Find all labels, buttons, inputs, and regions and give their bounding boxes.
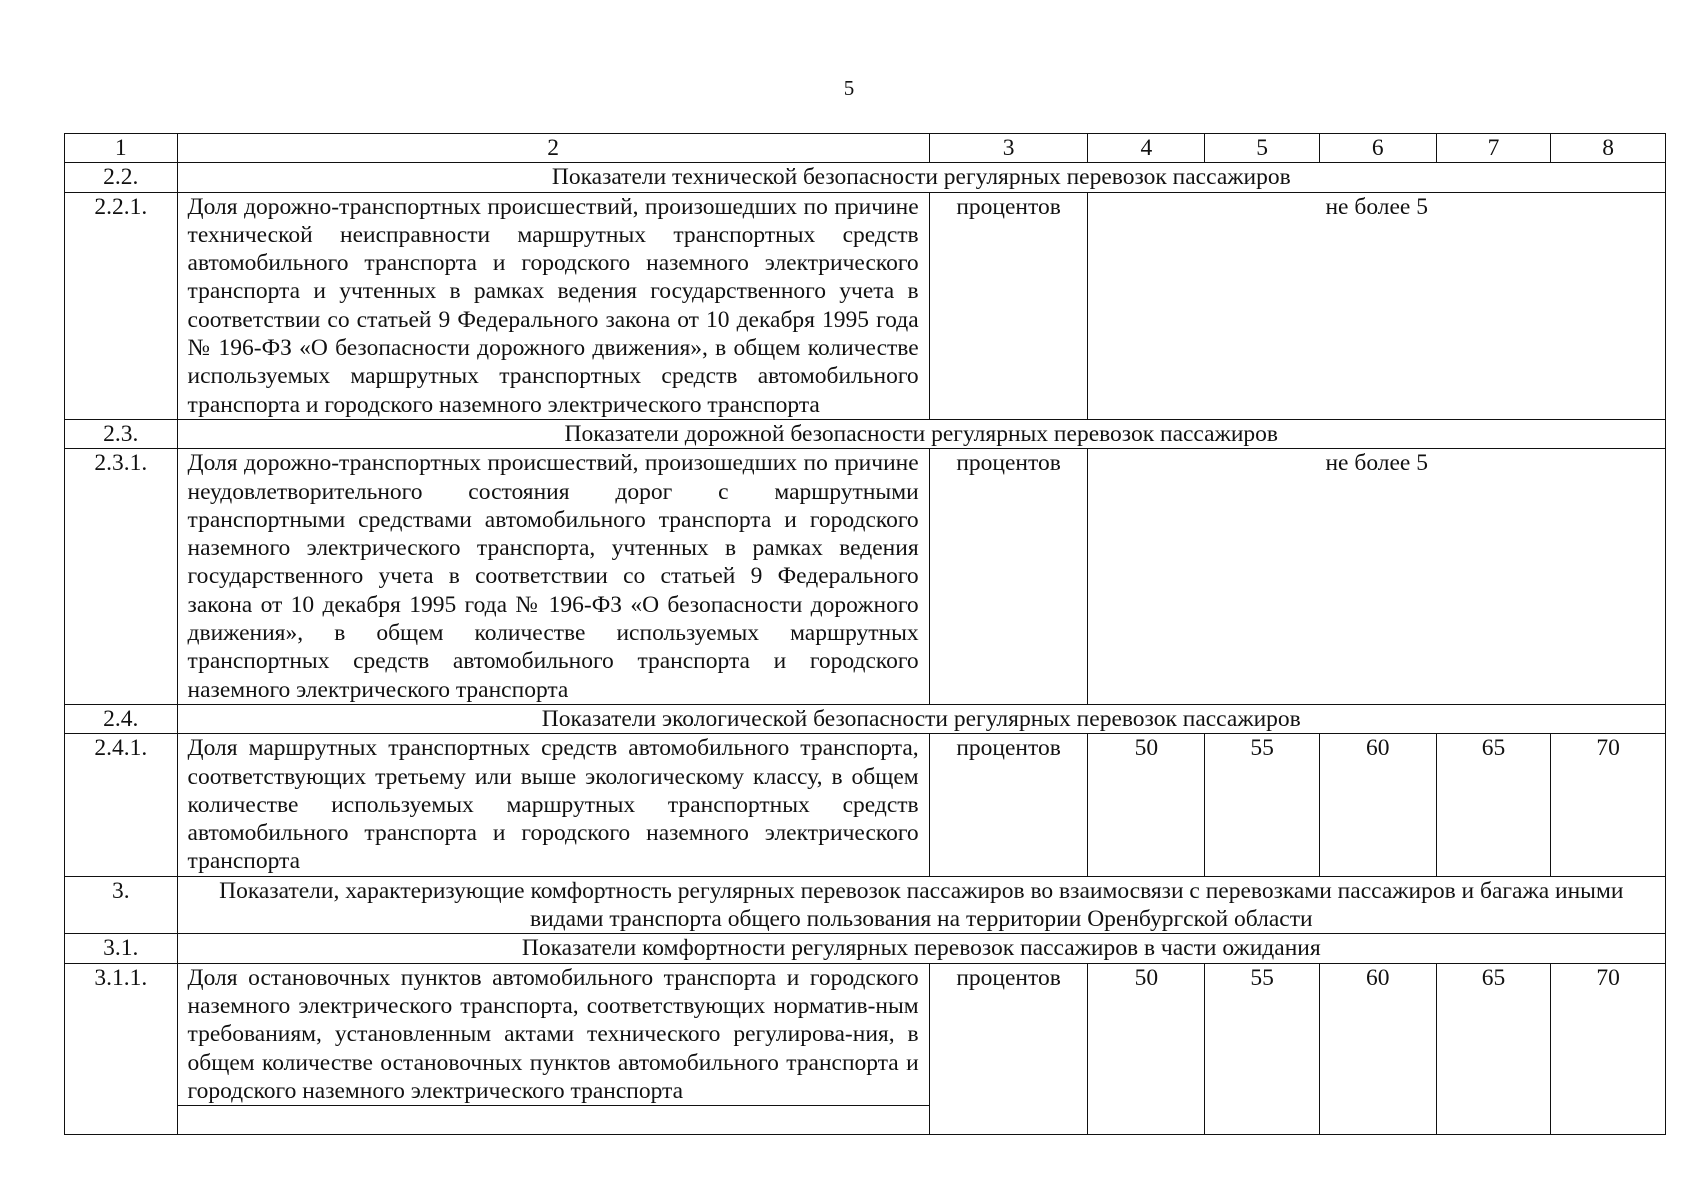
section-title: Показатели дорожной безопасности регулярных перевозок пассажиров <box>177 419 1665 448</box>
section-row <box>65 419 1666 448</box>
section-title: Показатели, характеризующие комфортность регулярных перевозок пассажиров во взаимосвязи с перевозками пассажиров и багажа иными видами транспорта общего пользования на территории Оренбургской области <box>177 876 1665 934</box>
target-value: 70 <box>1551 734 1666 876</box>
indicators-table <box>64 133 1666 1135</box>
unit-cell: процентов <box>929 192 1088 419</box>
indicator-row <box>65 449 1666 705</box>
column-number: 2 <box>177 134 929 163</box>
indicator-description: Доля маршрутных транспортных средств автомобильного транспорта, соответствующих третьему или выше экологическому классу, в общем количестве используемых маршрутных транспортных средств автомобильного транспорта и городского наземного электрического транспорта <box>177 734 929 876</box>
target-value: 70 <box>1551 963 1666 1134</box>
row-number: 3.1. <box>65 934 178 963</box>
column-number: 7 <box>1436 134 1551 163</box>
section-title: Показатели технической безопасности регулярных перевозок пассажиров <box>177 163 1665 192</box>
column-number: 3 <box>929 134 1088 163</box>
column-number: 4 <box>1088 134 1205 163</box>
target-value: 55 <box>1205 963 1320 1134</box>
row-number: 3.1.1. <box>65 963 178 1134</box>
indicator-row <box>65 192 1666 419</box>
indicator-row <box>65 963 1666 1105</box>
target-value: 65 <box>1436 963 1551 1134</box>
row-number: 3. <box>65 876 178 934</box>
unit-cell: процентов <box>929 449 1088 705</box>
row-number: 2.4. <box>65 704 178 733</box>
column-number-row <box>65 134 1666 163</box>
target-value: 55 <box>1205 734 1320 876</box>
target-value: 65 <box>1436 734 1551 876</box>
section-row <box>65 704 1666 733</box>
row-number: 2.2.1. <box>65 192 178 419</box>
target-value: 60 <box>1319 734 1436 876</box>
column-number: 5 <box>1205 134 1320 163</box>
column-number: 8 <box>1551 134 1666 163</box>
target-value: 60 <box>1319 963 1436 1134</box>
row-number: 2.2. <box>65 163 178 192</box>
column-number: 1 <box>65 134 178 163</box>
indicator-description: Доля дорожно-транспортных происшествий, произошедших по причине технической неисправности маршрутных транспортных средств автомобильного транспорта и городского наземного электрического транспорта и учтенных в рамках ведения государственного учета в соответствии со статьей 9 Федерального закона от 10 декабря 1995 года № 196-ФЗ «О безопасности дорожного движения», в общем количестве используемых маршрутных транспортных средств автомобильного транспорта и городского наземного электрического транспорта <box>177 192 929 419</box>
indicator-description: Доля дорожно-транспортных происшествий, произошедших по причине неудовлетворительного состояния дорог с маршрутными транспортными средствами автомобильного транспорта и городского наземного электрического транспорта, учтенных в рамках ведения государственного учета в соответствии со статьей 9 Федерального закона от 10 декабря 1995 года № 196-ФЗ «О безопасности дорожного движения», в общем количестве используемых маршрутных транспортных средств автомобильного транспорта и городского наземного электрического транспорта <box>177 449 929 705</box>
merged-target-value: не более 5 <box>1088 192 1666 419</box>
row-number: 2.4.1. <box>65 734 178 876</box>
row-number: 2.3.1. <box>65 449 178 705</box>
target-value: 50 <box>1088 963 1205 1134</box>
section-row <box>65 876 1666 934</box>
target-value: 50 <box>1088 734 1205 876</box>
merged-target-value: не более 5 <box>1088 449 1666 705</box>
indicator-description: Доля остановочных пунктов автомобильного транспорта и городского наземного электрического транспорта, соответствующих норматив-ным требованиям, установленным актами технического регулирова-ния, в общем количестве остановочных пунктов автомобильного транспорта и городского наземного электрического транспорта <box>177 963 929 1105</box>
row-number: 2.3. <box>65 419 178 448</box>
page-number: 5 <box>843 76 855 100</box>
section-title: Показатели комфортности регулярных перевозок пассажиров в части ожидания <box>177 934 1665 963</box>
column-number: 6 <box>1319 134 1436 163</box>
section-row <box>65 934 1666 963</box>
section-title: Показатели экологической безопасности регулярных перевозок пассажиров <box>177 704 1665 733</box>
section-row <box>65 163 1666 192</box>
unit-cell: процентов <box>929 734 1088 876</box>
empty-cell <box>177 1106 929 1135</box>
unit-cell: процентов <box>929 963 1088 1134</box>
indicator-row <box>65 734 1666 876</box>
